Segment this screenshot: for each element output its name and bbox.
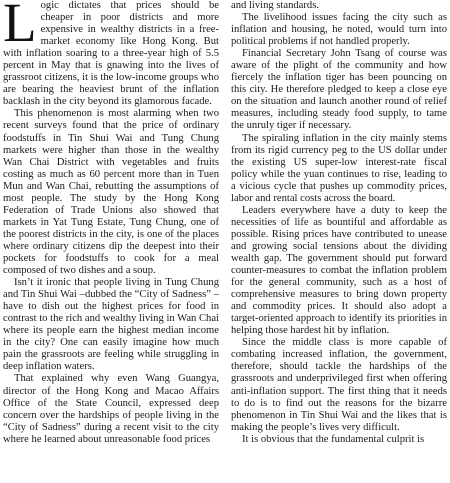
right-column xyxy=(231,0,447,483)
paragraph: Isn’t it ironic that people living in Tung Chung and Tin Shui Wai –dubbed the “City of Sadness” – have to dish out the highest prices for food in contrast to the rich and wealthy living in Wan Chai where its people earn the highest median income in the city? One can easily imagine how much pain the grassroots are feeling while struggling in deep inflation waters. xyxy=(3,277,219,373)
paragraph: The spiraling inflation in the city mainly stems from its rigid currency peg to the US dollar under the existing US super-low interest-rate fiscal policy while the yuan continues to rise, leading to a vicious cycle that pushes up commodity prices, labor and rental costs across the board. xyxy=(231,132,447,204)
drop-cap: L xyxy=(3,0,37,53)
paragraph: This phenomenon is most alarming when two recent surveys found that the price of ordinary foodstuffs in Tin Shui Wai and Tung Chung markets were higher than those in the wealthy Wan Chai District with vegetables and fruits costing as much as 60 percent more than in Tuen Mun and Wan Chai, rebutting the assumptions of most people. The study by the Hong Kong Federation of Trade Unions also showed that markets in Yat Tung Estate, Tung Chung, one of the poorest districts in the city, is one of the places where ordinary citizens dip the deepest into their pockets for foodstuffs to cook for a meal composed of two dishes and a soup. xyxy=(3,108,219,277)
article-body xyxy=(3,0,447,483)
paragraph: Since the middle class is more capable of combating increased inflation, the government, therefore, should tackle the hardships of the grassroots and underprivileged first when offering anti-inflation support. The first thing that it needs to do is to find out the reasons for the bizarre phenomenon in Tin Shui Wai and the likes that is making the people’s lives very difficult. xyxy=(231,337,447,433)
paragraph-text: ogic dictates that prices should be cheaper in poor districts and more expensive in wealthy districts in a free-market economy like Hong Kong. But with inflation soaring to a three-year high of 5.5 percent in May that is gnawing into the lives of grassroot citizens, it is the low-income groups who are bearing the heaviest brunt of the inflation backlash in the city beyond its glamorous facade. xyxy=(3,0,219,108)
left-column xyxy=(3,0,219,483)
paragraph: Financial Secretary John Tsang of course was aware of the plight of the community and how fiercely the inflation tiger has been pouncing on this city. He therefore pledged to keep a close eye on the situation and launch another round of relief measures, including steady food supply, to tame the unruly tiger if necessary. xyxy=(231,48,447,132)
paragraph: and living standards. xyxy=(231,0,319,11)
paragraph: Leaders everywhere have a duty to keep the necessities of life as bountiful and affordable as possible. Rising prices have contributed to unease and growing social tensions about the dividing wealth gap. The government should put forward counter-measures to combat the inflation problem for the general community, such as a host of comprehensive measures to bring down property and commodity prices. It should also adopt a target-oriented approach to identify its priorities in helping those hardest hit by inflation. xyxy=(231,204,447,337)
paragraph: It is obvious that the fundamental culprit is xyxy=(242,433,425,445)
paragraph: That explained why even Wang Guangya, director of the Hong Kong and Macao Affairs Office of the State Council, expressed deep concern over the hardships of people living in the “City of Sadness” during a recent visit to the city where he learned about unreasonable food prices xyxy=(3,373,219,445)
paragraph xyxy=(3,0,219,108)
paragraph: The livelihood issues facing the city such as inflation and housing, he noted, would turn into political problems if not handled properly. xyxy=(231,12,447,48)
